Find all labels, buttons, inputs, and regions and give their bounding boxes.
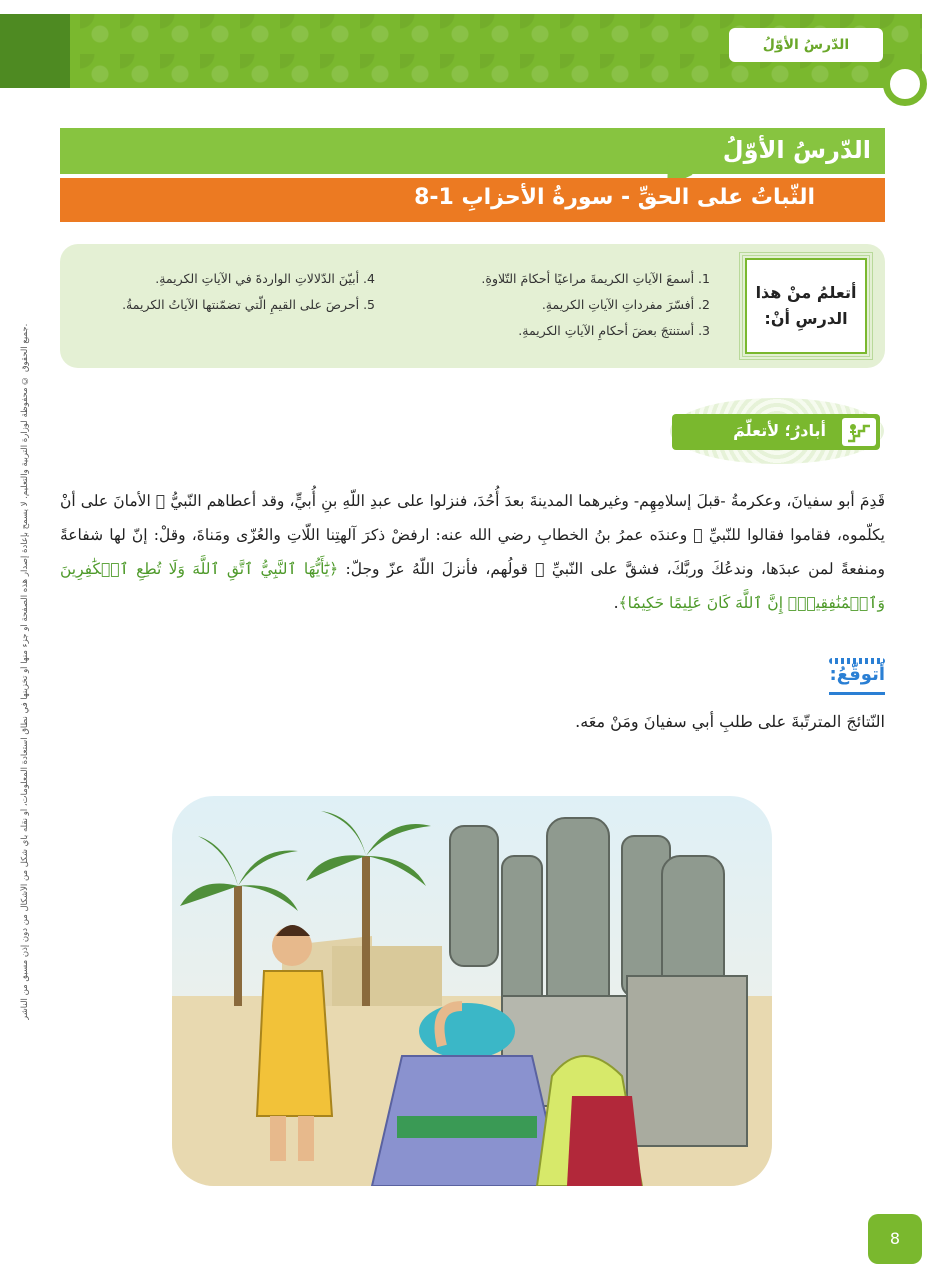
- header-band-accent: [0, 14, 70, 88]
- objective-item: 3. أستنتجَ بعضَ أحكامِ الآياتِ الكريمةِ.: [518, 323, 710, 338]
- objectives-column-1: [410, 266, 710, 344]
- objective-item: 2. أفسّرَ مفرداتِ الآياتِ الكريمةِ.: [541, 297, 710, 312]
- header-ring-decoration: [883, 62, 927, 106]
- header-lesson-tab: الدّرسُ الأوّلُ: [729, 28, 883, 62]
- stairs-person-icon: [842, 418, 876, 446]
- lesson-number-bar: [60, 128, 885, 174]
- lesson-title: الثّباتُ على الحقِّ - سورةُ الأحزابِ 1-8: [414, 185, 815, 210]
- expect-underline: [829, 692, 885, 695]
- lesson-number-label: الدّرسُ الأوّلُ: [722, 136, 871, 164]
- start-section-header: [672, 414, 880, 450]
- start-section-label: أبادرُ؛ لأتعلّمَ: [733, 421, 826, 440]
- objectives-column-2: [85, 266, 375, 318]
- intro-end: .: [613, 594, 619, 612]
- objective-item: 4. أبيّنَ الدّلالاتِ الواردةَ في الآياتِ الكريمةِ.: [155, 271, 375, 286]
- objectives-badge: أتعلمُ منْ هذا الدرسِ أنْ:: [745, 258, 867, 354]
- intro-text: قَدِمَ أبو سفيانَ، وعكرمةُ -قبلَ إسلامِهِم- وغيرهما المدينةَ بعدَ أُحُدَ، فنزلوا على عبدِ اللّهِ بنِ أُبيٍّ، وقد أعطاهم النّبيُّ ﷺ الأمانَ على أنْ يكلّموه، فقاموا فقالوا للنّبيِّ ﷺ وعندَه عمرُ بنُ الخطابِ رضي الله عنه: ارفضْ ذكرَ آلهتِنا اللّاتِ والعُزّى ومَناةَ، وقلْ: إنّ لها شفاعةً ومنفعةً لمن عبدَها، وندعُكَ وربَّكَ، فشقَّ على النّبيِّ ﷺ قولُهم، فأنزلَ اللّهُ عزّ وجلّ:: [60, 492, 885, 578]
- lesson-title-bar: [60, 178, 885, 222]
- intro-paragraph: [60, 484, 885, 620]
- page-number: 8: [868, 1214, 922, 1264]
- copyright-note: جميع الحقوق © محفوظة لوزارة التربية والتعليم. لا يسمح بإعادة إصدار هذه الصفحة أو جزء منها أو تخزينها في نطاق استعادة المعلومات، أو نقله بأي شكل من الأشكال من دون إذن مسبق من الناشر.: [20, 323, 30, 1020]
- expect-question: النّتائجَ المترتّبةَ على طلبِ أبي سفيانَ ومَنْ معَه.: [575, 712, 885, 731]
- objective-item: 5. أحرصَ على القيمِ الّتي تضمّنتها الآياتُ الكريمةُ.: [122, 297, 375, 312]
- quran-verse: ﴿يَٰٓأَيُّهَا ٱلنَّبِيُّ ٱتَّقِ ٱللَّهَ وَلَا تُطِعِ ٱلۡكَٰفِرِينَ وَٱلۡمُنَٰفِقِينَۚ إِنَّ ٱللَّهَ كَانَ عَلِيمًا حَكِيمٗا﴾: [60, 560, 885, 612]
- expect-heading: أتوقّعُ:: [829, 664, 885, 685]
- objectives-box: [60, 244, 885, 368]
- idols-illustration: [172, 796, 772, 1186]
- objective-item: 1. أسمعَ الآياتِ الكريمةَ مراعيًا أحكامَ التّلاوةِ.: [481, 271, 710, 286]
